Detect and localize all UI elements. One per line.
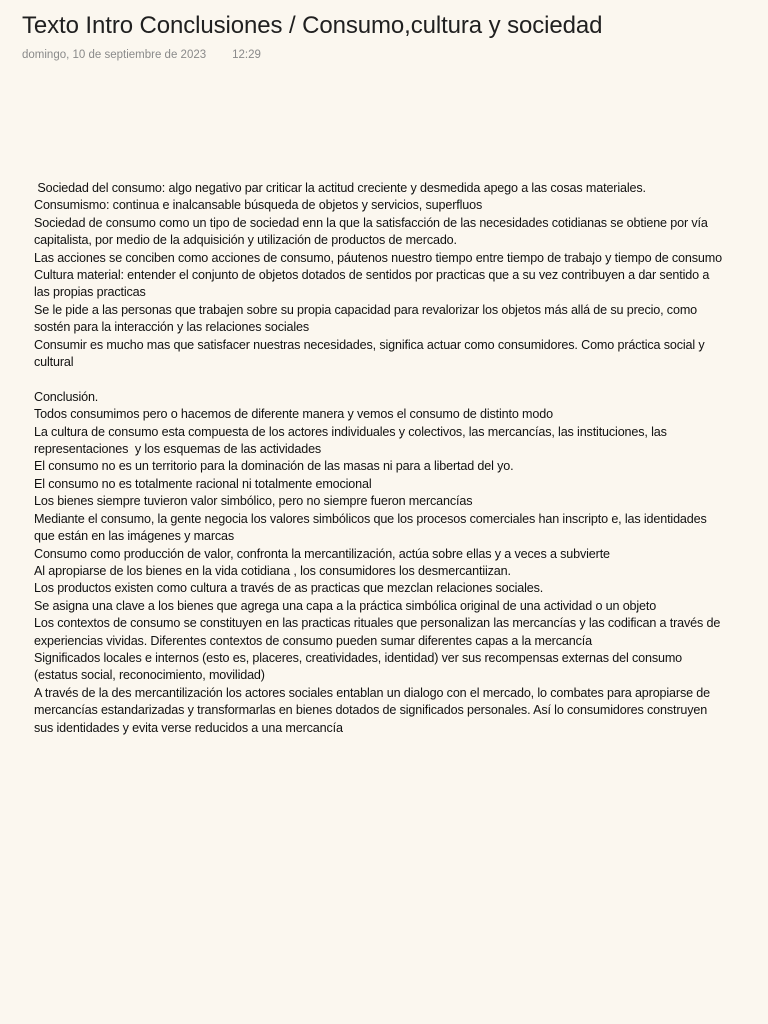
intro-paragraph: Consumismo: continua e inalcansable búsqueda de objetos y servicios, superfluos [34,198,483,213]
conclusion-paragraph: Mediante el consumo, la gente negocia los valores simbólicos que los procesos comerciales han inscripto e, las identidades que están en las imágenes y marcas [34,511,710,544]
conclusion-paragraph: Todos consumimos pero o hacemos de diferente manera y vemos el consumo de distinto modo [34,407,553,422]
intro-paragraph: Las acciones se conciben como acciones de consumo, páutenos nuestro tiempo entre tiempo de trabajo y tiempo de consumo [34,250,722,265]
intro-paragraph: Se le pide a las personas que trabajen sobre su propia capacidad para revalorizar los objetos más allá de su precio, como sostén para la interacción y las relaciones sociales [34,302,701,335]
conclusion-paragraph: Al apropiarse de los bienes en la vida cotidiana , los consumidores los desmercantiizan. [34,563,511,578]
conclusion-paragraph: A través de la des mercantilización los actores sociales entablan un dialogo con el mercado, lo combates para apropiarse de mercancías estandarizadas y transformarlas en bienes dotados de significados personales. Así lo consumidores construyen sus identidades y evita verse reducidos a una mercancía [34,685,714,735]
conclusion-paragraph: El consumo no es totalmente racional ni totalmente emocional [34,476,372,491]
intro-paragraph: Sociedad del consumo: algo negativo par criticar la actitud creciente y desmedida apego a las cosas materiales. [34,181,646,195]
intro-section [34,180,724,371]
note-body[interactable] [34,180,724,737]
intro-paragraph: Consumir es mucho mas que satisfacer nuestras necesidades, significa actuar como consumidores. Como práctica social y cultural [34,337,708,370]
intro-paragraph: Sociedad de consumo como un tipo de sociedad enn la que la satisfacción de las necesidades cotidianas se obtiene por vía capitalista, por medio de la adquisición y utilización de productos de mercado. [34,215,712,248]
conclusion-paragraph: Los contextos de consumo se constituyen en las practicas rituales que personalizan las mercancías y las codifican a través de experiencias vividas. Diferentes contextos de consumo pueden sumar diferentes capas a la mercancía [34,616,724,648]
conclusion-section [34,389,724,737]
conclusion-paragraph: El consumo no es un territorio para la dominación de las masas ni para a libertad del yo. [34,459,514,474]
page-title: Texto Intro Conclusiones / Consumo,cultura y sociedad [22,12,603,39]
conclusion-paragraph: La cultura de consumo esta compuesta de los actores individuales y colectivos, las mercancías, las instituciones, las representaciones y los esquemas de las actividades [34,424,671,457]
page-date: domingo, 10 de septiembre de 2023 [22,49,207,61]
conclusion-paragraph: Consumo como producción de valor, confronta la mercantilización, actúa sobre ellas y a veces a subvierte [34,546,610,561]
page-time: 12:29 [232,49,261,61]
conclusion-heading: Conclusión. [34,389,99,404]
paragraph-gap [34,371,724,388]
conclusion-paragraph: Significados locales e internos (esto es, placeres, creatividades, identidad) ver sus recompensas externas del consumo (estatus social, reconocimiento, movilidad) [34,650,686,683]
page-metadata [22,49,261,61]
intro-paragraph: Cultura material: entender el conjunto de objetos dotados de sentidos por practicas que a su vez contribuyen a dar sentido a las propias practicas [34,268,713,300]
conclusion-paragraph: Los productos existen como cultura a través de as practicas que mezclan relaciones sociales. [34,581,544,596]
conclusion-paragraph: Los bienes siempre tuvieron valor simbólico, pero no siempre fueron mercancías [34,494,473,509]
conclusion-paragraph: Se asigna una clave a los bienes que agrega una capa a la práctica simbólica original de una actividad o un objeto [34,598,657,613]
